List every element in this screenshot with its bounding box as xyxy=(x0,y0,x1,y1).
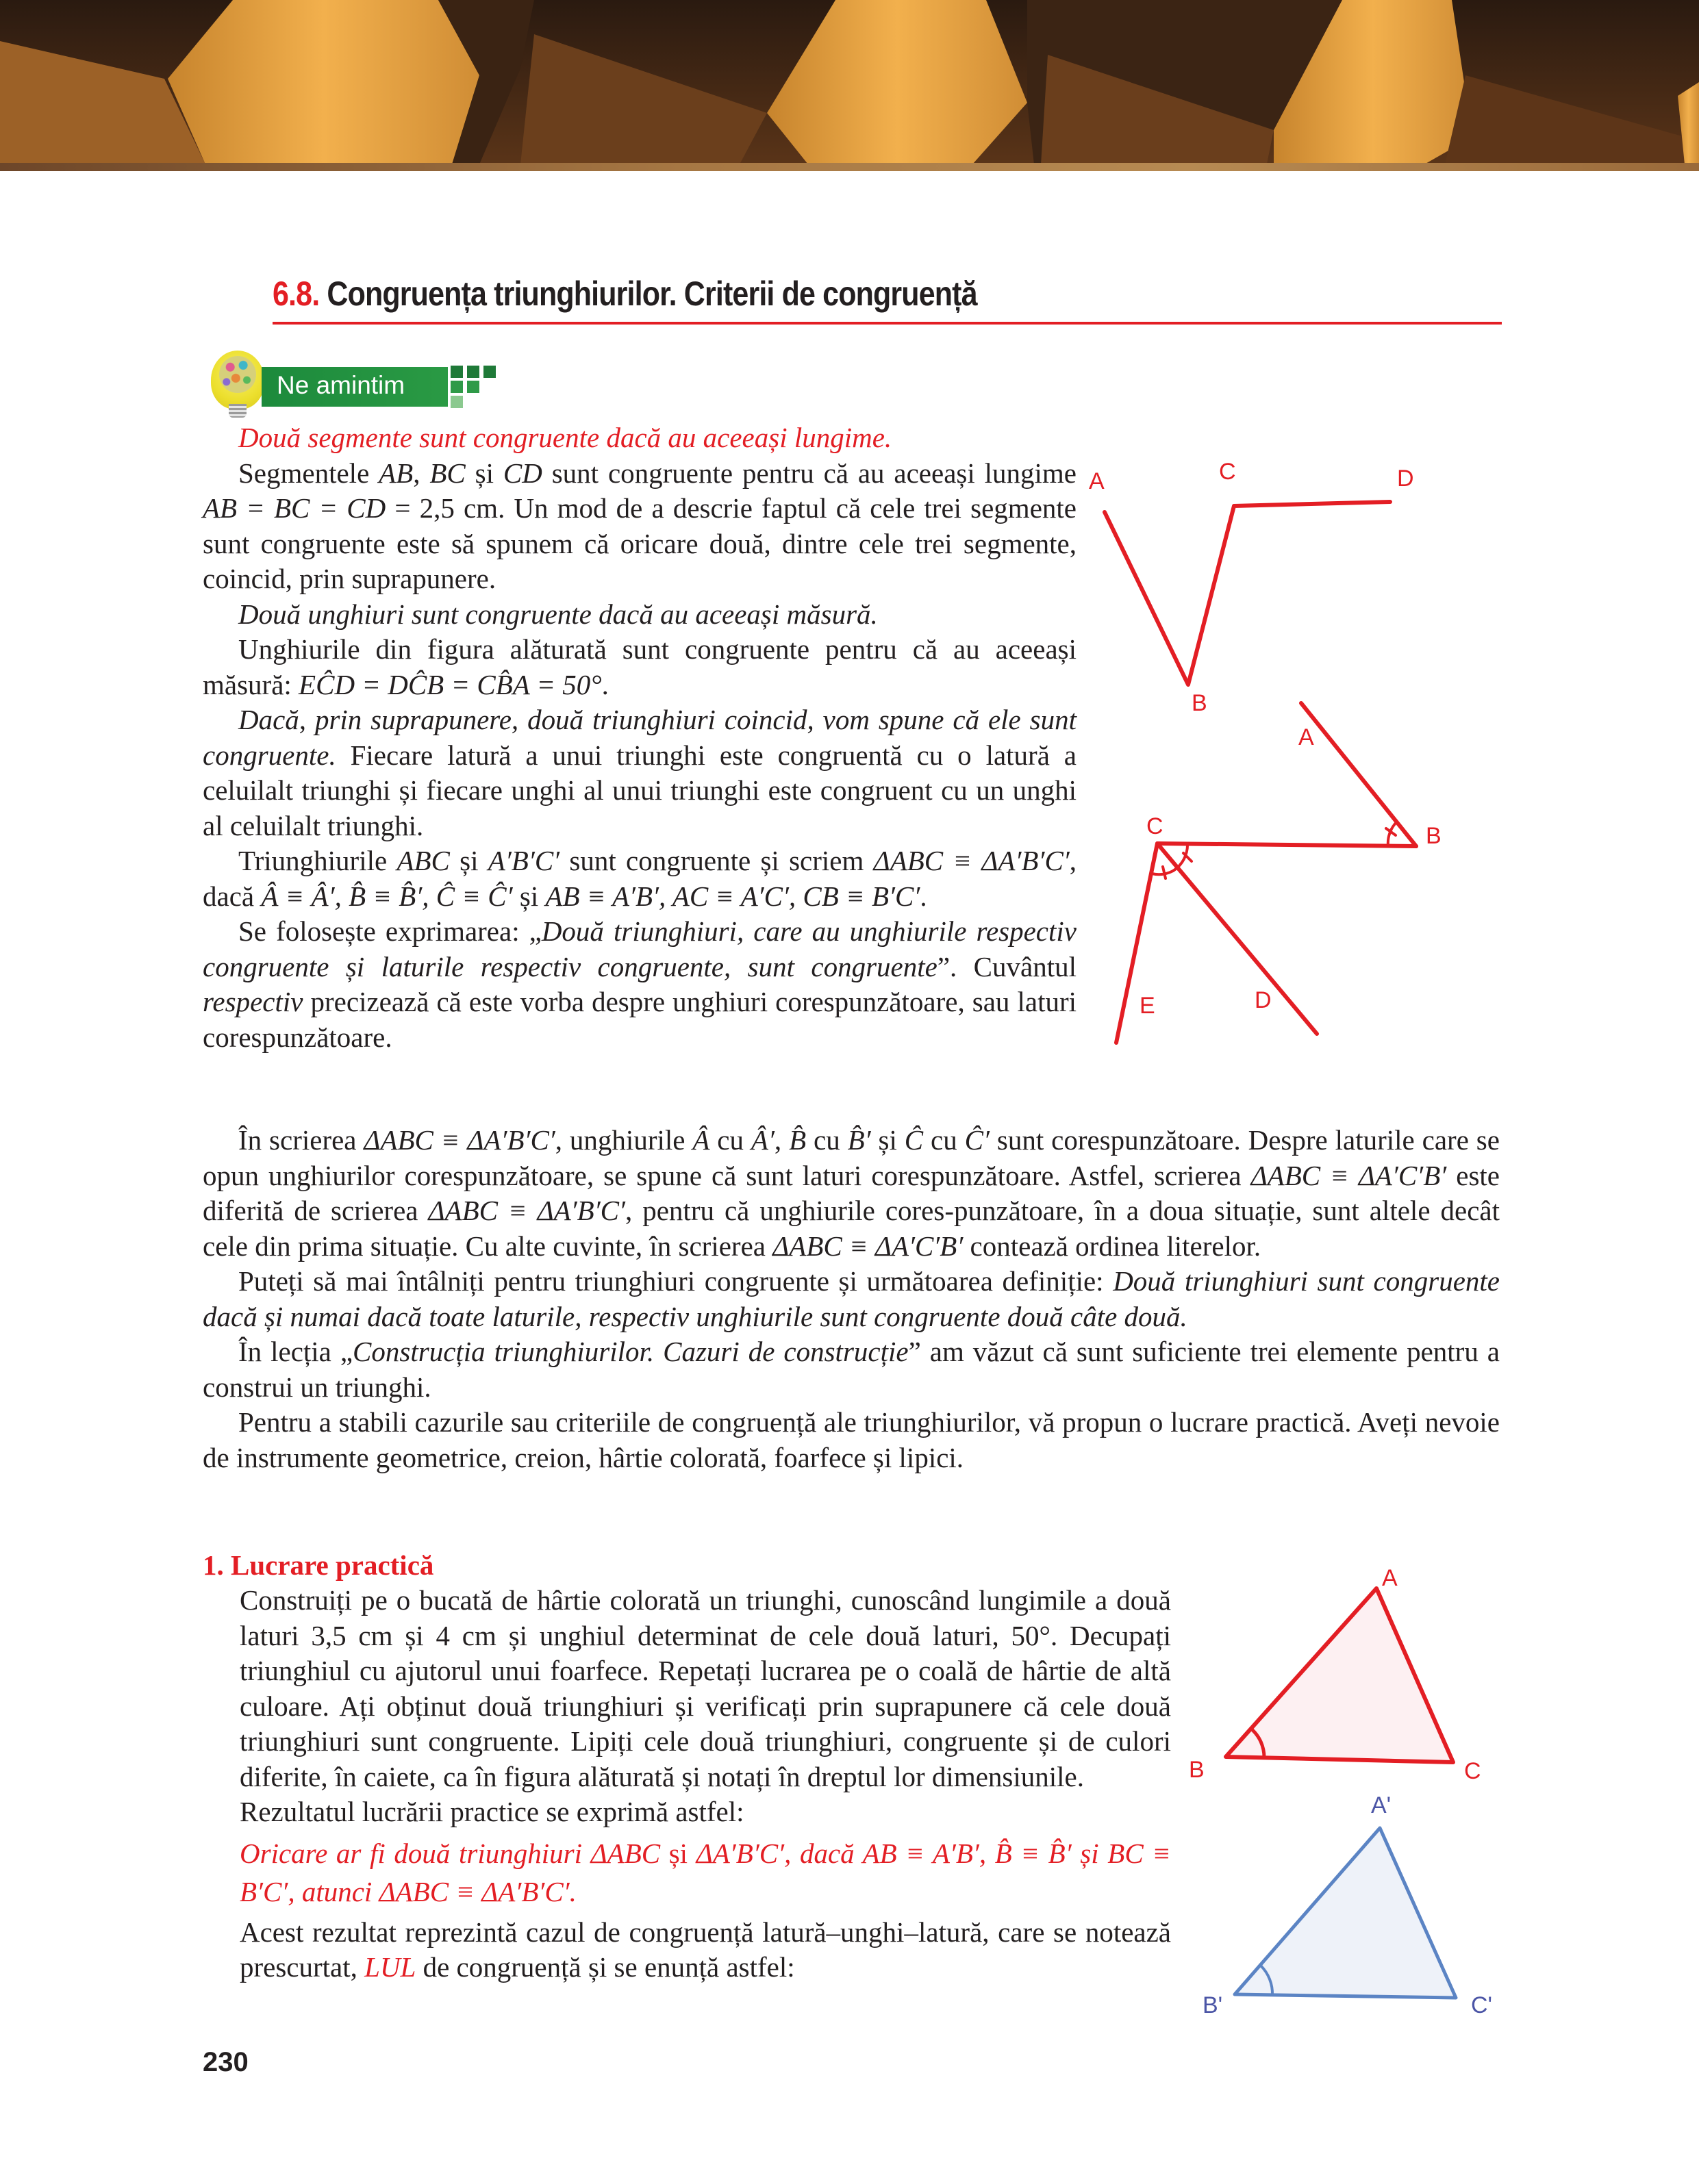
section-number: 6.8. xyxy=(273,275,320,313)
practical-lul-paragraph: Acest rezultat reprezintă cazul de congruență latură–unghi–latură, care se notează prescurtat, LUL de congruență și se enunță astfel: xyxy=(240,1916,1171,1983)
label-C: C xyxy=(1146,813,1163,839)
lightbulb-icon xyxy=(211,351,264,409)
banner-bottom-strip xyxy=(0,163,1699,171)
paragraph-segments: Segmentele AB, BC și CD sunt congruente pentru că au aceeași lungime AB = BC = CD = 2,5 cm. Un mod de a descrie faptul că cele trei segmente sunt congruente este să spunem că oricare două, dintre cele trei segmente, coincid, prin suprapunere. xyxy=(203,457,1077,594)
label-E: E xyxy=(1140,993,1155,1019)
segments-figure xyxy=(1082,452,1520,716)
practical-text xyxy=(240,1583,1171,1985)
header-banner-image xyxy=(0,0,1699,164)
square-decoration xyxy=(451,366,463,378)
label-A: A xyxy=(1089,468,1105,494)
hexagon-prisms-decoration xyxy=(0,0,1699,164)
label-A1: A' xyxy=(1371,1792,1392,1818)
label-A: A xyxy=(1298,724,1314,750)
square-decoration xyxy=(451,381,463,393)
paragraph-construction-lesson: În lecția „Construcția triunghiurilor. Cazuri de construcție” am văzut că sunt suficiente trei elemente pentru a construi un triunghi. xyxy=(203,1336,1500,1403)
label-C1: C' xyxy=(1471,1992,1493,2018)
square-decoration xyxy=(467,381,479,393)
label-A: A xyxy=(1382,1565,1398,1591)
square-decoration xyxy=(483,366,496,378)
label-C: C xyxy=(1219,459,1236,485)
title-underline xyxy=(273,322,1502,325)
practical-heading: 1. Lucrare practică xyxy=(203,1549,434,1581)
body-text xyxy=(203,1123,1500,1475)
angle-arc-ECD xyxy=(1152,871,1173,874)
section-header xyxy=(273,271,1502,325)
triangle-abc-figure xyxy=(1178,1547,1507,1811)
paragraph-angles: Unghiurile din figura alăturată sunt congruente pentru că au aceeași măsură: EĈD = DĈB = CB̂A = 50°. xyxy=(203,633,1077,700)
page-title xyxy=(273,271,1330,316)
paragraph-triangles-coincide: Dacă, prin suprapunere, două triunghiuri coincid, vom spune că ele sunt congruente. Fiecare latură a unui triunghi este congruentă cu o latură a celuilalt triunghi și fiecare unghi al unui triunghi este congruent cu un unghi al celuilalt triunghi. xyxy=(203,704,1077,841)
square-decoration xyxy=(451,396,463,408)
definition-segments: Două segmente sunt congruente dacă au aceeași lungime. xyxy=(238,422,892,453)
paragraph-notation: Triunghiurile ABC și A′B′C′ sunt congruente și scriem ΔABC ≡ ΔA′B′C′, dacă Â ≡ Â′, B̂ ≡ B̂′, Ĉ ≡ Ĉ′ și AB ≡ A′B′, AC ≡ A′C′, CB ≡ B′C′. xyxy=(203,845,1077,912)
badge-bar xyxy=(262,367,448,407)
segment-CB xyxy=(1157,843,1416,846)
badge-label: Ne amintim xyxy=(277,371,405,399)
angles-figure xyxy=(1103,691,1527,1119)
intro-text xyxy=(203,420,1077,1055)
paragraph-corresponding: În scrierea ΔABC ≡ ΔA′B′C′, unghiurile Â cu Â′, B̂ cu B̂′ și Ĉ cu Ĉ′ sunt corespunzătoare. Despre laturile care se opun unghiurilor corespunzătoare, se spune că sunt laturi corespunzătoare. Astfel, scrierea ΔABC ≡ ΔA′C′B′ este diferită de scrierea ΔABC ≡ ΔA′B′C′, pentru că unghiurile cores-punzătoare, în a doua situație, sunt altele decât cele din prima situație. Cu alte cuvinte, în scrierea ΔABC ≡ ΔA′C′B′ contează ordinea literelor. xyxy=(203,1124,1500,1262)
triangle-a1b1c1-figure xyxy=(1178,1780,1507,2037)
ne-amintim-badge xyxy=(210,346,497,415)
label-B: B xyxy=(1426,823,1442,849)
triangle-A1B1C1 xyxy=(1235,1828,1456,1998)
label-B: B xyxy=(1192,690,1207,716)
bulb-base xyxy=(229,404,247,418)
paragraph-alternate-definition: Puteți să mai întâlniți pentru triunghiuri congruente și următoarea definiție: Două triunghiuri sunt congruente dacă și numai dacă toate laturile, respectiv unghiurile sunt congruente două câte două. xyxy=(203,1265,1500,1332)
ray-BA xyxy=(1301,703,1416,846)
angle-equation: EĈD = DĈB = CB̂A = 50° xyxy=(299,668,602,700)
paragraph-practical-intro: Pentru a stabili cazurile sau criteriile de congruență ale triunghiurilor, vă propun o lucrare practică. Aveți nevoie de instrumente geometrice, creion, hârtie colorată, foarfece și lipici. xyxy=(203,1406,1500,1473)
triangle-ABC xyxy=(1226,1588,1453,1762)
square-decoration xyxy=(467,366,479,378)
label-D: D xyxy=(1397,466,1414,492)
paragraph-respectiv: Se folosește exprimarea: „Două triunghiuri, care au unghiurile respectiv congruente și laturile respectiv congruente, sunt congruente”. Cuvântul respectiv precizează că este vorba despre unghiuri corespunzătoare, sau laturi corespunzătoare. xyxy=(203,915,1077,1053)
lul-abbreviation: LUL xyxy=(364,1951,416,1983)
gears-icon xyxy=(219,356,256,393)
practical-result-statement: Oricare ar fi două triunghiuri ΔABC și ΔA′B′C′, dacă AB ≡ A′B′, B̂ ≡ B̂′ și BC ≡ B′C′, atunci ΔABC ≡ ΔA′B′C′. xyxy=(240,1837,1171,1907)
practical-instructions: Construiți pe o bucată de hârtie colorată un triunghi, cunoscând lungimile a două laturi 3,5 cm și 4 cm și unghiul determinat de cele două laturi, 50°. Decupați triunghiul cu ajutorul unui foarfece. Repetați lucrarea pe o coală de hârtie de altă culoare. Ați obținut două triunghiuri și verificați prin suprapunere că cele două triunghiuri sunt congruente. Lipiți cele două triunghiuri, congruente și de culori diferite, în caiete, ca în figura alăturată și notați în dreptul lor dimensiunile. xyxy=(240,1584,1171,1792)
label-B1: B' xyxy=(1203,1992,1223,2018)
label-C: C xyxy=(1464,1758,1481,1784)
section-title: Congruența triunghiurilor. Criterii de congruență xyxy=(327,275,977,313)
polyline-ABCD xyxy=(1105,502,1390,685)
practical-result-intro: Rezultatul lucrării practice se exprimă astfel: xyxy=(240,1796,744,1827)
definition-angles: Două unghiuri sunt congruente dacă au aceeași măsură. xyxy=(238,598,878,630)
angle-tick-ECD xyxy=(1163,867,1166,878)
label-D: D xyxy=(1255,987,1272,1013)
ray-CD xyxy=(1157,843,1317,1034)
page-number: 230 xyxy=(203,2047,249,2077)
label-B: B xyxy=(1189,1757,1205,1783)
